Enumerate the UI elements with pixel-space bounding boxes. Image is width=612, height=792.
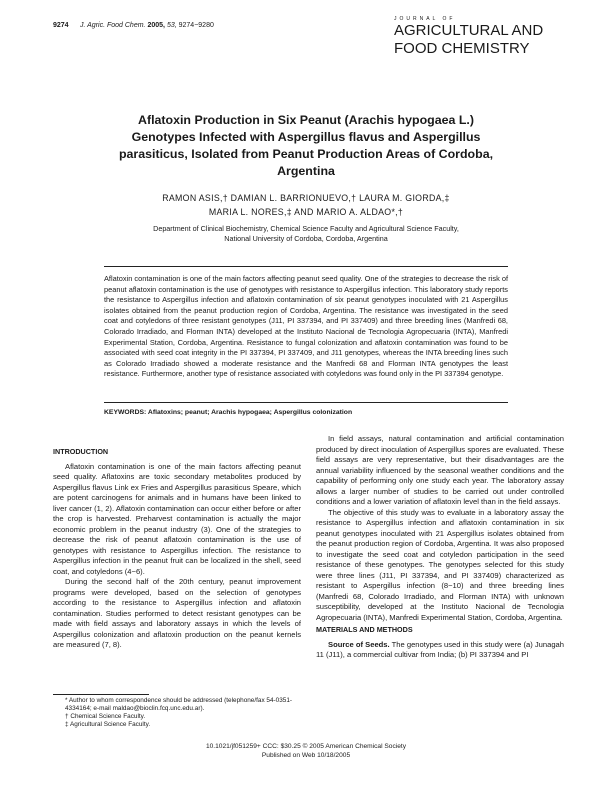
author-list: [60, 191, 552, 219]
journal-abbr: J. Agric. Food Chem.: [80, 22, 146, 29]
title-line2: Genotypes Infected with Aspergillus flavus and Aspergillus: [131, 130, 481, 144]
right-paragraph-1: In field assays, natural contamination and artificial contamination produced by direct inoculation of Aspergillus spores are evaluated. These field assays are very representative, but their disadvantages are the annual variability influenced by the seasonal weather conditions and the capability of performing only one study each year. The laboratory assay allows a larger number of studies to be carried out under controlled conditions and a lower variation of aflatoxin level than in the field assays.: [316, 434, 564, 506]
footnote-agricultural: ‡ Agricultural Science Faculty.: [65, 721, 151, 728]
affiliation-line2: National University of Cordoba, Cordoba, Argentina: [224, 234, 388, 243]
abstract: Aflatoxin contamination is one of the main factors affecting peanut seed quality. One of the strategies to decrease the risk of peanut aflatoxin contamination is the use of genotypes with resistance to Aspergillus infection. This laboratory study reports the resistance to Aspergillus infection and aflatoxin contamination of six peanut genotypes inoculated with 21 Aspergillus isolates obtained from the peanut production region of Cordoba, Argentina. The resistance was investigated in the seed coat and cotyledons of three resistant genotypes (J11, PI 337394, and PI 337409) and three breeding lines (Manfredi 68, Colorado Irradiado, and Florman INTA) developed at the Instituto Nacional de Tecnologia Agropecuaria (INTA), Manfredi Experimental Station, Cordoba, Argentina. Resistance to fungal colonization and aflatoxin contamination was found to be associated with seed coat integrity in the PI 337394, PI 337409, and J11 genotypes, whereas the INTA breeding lines such as Colorado Irradiado showed a moderate resistance and the Manfredi 68 and Florman INTA genotypes the least resistance. Furthermore, another type of resistance associated with cotyledons was found only in the PI 337394 genotype.: [104, 274, 508, 379]
doi-line: 10.1021/jf051259+ CCC: $30.25 © 2005 American Chemical Society: [205, 743, 407, 750]
journal-year: 2005,: [147, 22, 165, 29]
page-number: 9274: [53, 22, 69, 29]
page-bottom: [60, 742, 552, 760]
left-column: [53, 447, 301, 651]
keywords: KEYWORDS: Aflatoxins; peanut; Arachis hypogaea; Aspergillus colonization: [104, 409, 353, 416]
source-of-seeds-paragraph: [316, 640, 564, 661]
right-paragraph-2: The objective of this study was to evaluate in a laboratory assay the resistance to Aspergillus infection and aflatoxin contamination in six peanut genotypes inoculated with 21 Aspergillus isolates obtained from the peanut production region of Cordoba, Argentina. It was also proposed to investigate the seed coat and cotyledon participation in the seed resistance of these genotypes. The genotypes selected for this study were three lines (J11, PI 337394, and PI 337409) characterized as resistant to Aspergillus infection (8−10) and three breeding lines (Manfredi 68, Colorado Irradiado, and Florman INTA) with unknown susceptibility, developed at the Instituto Nacional de Tecnologia Agropecuaria (INTA), Manfredi Experimental Station, Cordoba, Argentina.: [316, 507, 564, 622]
right-column: [316, 434, 564, 661]
journal-name-line2: FOOD CHEMISTRY: [394, 40, 530, 57]
journal-of-label: JOURNAL OF: [394, 16, 456, 22]
affiliation-line1: Department of Clinical Biochemistry, Chemical Science Faculty and Agricultural Science Faculty,: [153, 224, 459, 233]
methods-heading: MATERIALS AND METHODS: [316, 625, 413, 634]
paper-title: [60, 112, 552, 180]
title-line3: parasiticus, Isolated from Peanut Production Areas of Cordoba,: [118, 147, 494, 161]
footnotes: [53, 697, 301, 729]
source-of-seeds-text: The genotypes used in this study were (a) Junagah 11 (J11), a commercial cultivar from India; (b) PI 337394 and PI: [316, 639, 564, 659]
journal-citation: [80, 22, 214, 29]
authors-line2: MARIA L. NORES,‡ AND MARIO A. ALDAO*,†: [208, 207, 404, 217]
footnote-corresponding: * Author to whom correspondence should be addressed (telephone/fax 54-0351-4334164; e-mail maldao@bioclin.fcq.unc.edu.ar).: [65, 697, 293, 712]
footnote-rule: [53, 694, 149, 695]
journal-name-line1: AGRICULTURAL AND: [394, 22, 544, 39]
abstract-top-rule: [104, 266, 508, 267]
affiliation: [60, 224, 552, 244]
footnote-chemical: † Chemical Science Faculty.: [65, 713, 146, 720]
journal-pages: 9274−9280: [178, 22, 214, 29]
abstract-bottom-rule: [104, 402, 508, 403]
title-line4: Argentina: [277, 164, 335, 178]
authors-line1: RAMON ASIS,† DAMIAN L. BARRIONUEVO,† LAURA M. GIORDA,‡: [162, 193, 450, 203]
published-line: Published on Web 10/18/2005: [261, 752, 351, 759]
introduction-heading: INTRODUCTION: [53, 447, 109, 456]
journal-volume: 53,: [166, 22, 177, 29]
intro-paragraph-1: Aflatoxin contamination is one of the main factors affecting peanut seed quality. Aflatoxins are toxic secondary metabolites produced by Aspergillus flavus Link ex Fries and Aspergillus parasiticus Speare, which are potent carcinogens for animals and in humans have been linked to liver cancer (1, 2). Aflatoxin contamination can occur either before or after the crop is harvested. Preharvest contamination is actually the major economic problem in the peanut industry (3). One of the strategies to decrease the risk of peanut aflatoxin contamination is the use of genotypes with resistance to Aspergillus infection. The resistance to Aspergillus infection in the peanut fruit can be localized in the shell, seed coat, and cotyledons (4−6).: [53, 461, 301, 576]
title-line1: Aflatoxin Production in Six Peanut (Arachis hypogaea L.): [138, 113, 474, 127]
intro-paragraph-2: During the second half of the 20th century, peanut improvement programs were developed, based on the selection of genotypes according to the resistance to Aspergillus infection and aflatoxin contamination. Studies performed to detect resistant genotypes can be made with field assays and laboratory assays in which the levels of Aspergillus colonization and aflatoxin production on the peanut kernels are measured (7, 8).: [53, 577, 301, 649]
source-of-seeds-heading: Source of Seeds.: [328, 639, 390, 649]
